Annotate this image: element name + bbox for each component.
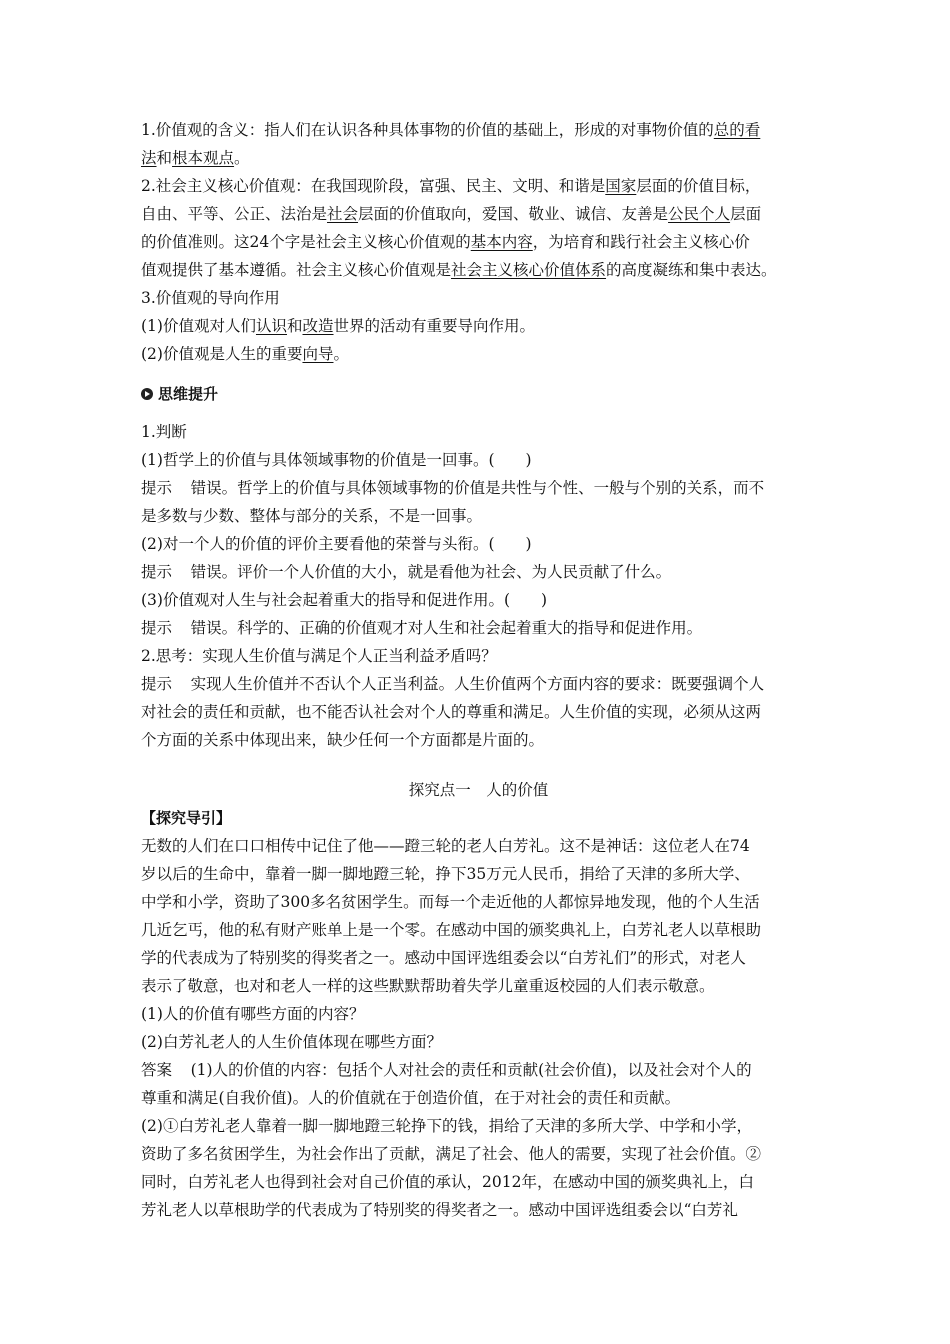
story-line: 几近乞丐，他的私有财产账单上是一个零。在感动中国的颁奖典礼上，白芳礼老人以草根助 [141,921,762,939]
question-2: (2)对一个人的价值的评价主要看他的荣誉与头衔。( ) [141,535,532,553]
answer-label: 答案 [141,1061,173,1079]
underlined-term: 根本观点 [172,149,235,167]
story-line: 岁以后的生命中，靠着一脚一脚地蹬三轮，挣下35万元人民币，捐给了天津的多所大学、 [141,865,750,883]
story-line: 表示了敬意，也对和老人一样的这些默默帮助着失学儿童重返校园的人们表示敬意。 [141,977,715,995]
answer-line: (2)①白芳礼老人靠着一脚一脚地蹬三轮挣下的钱，捐给了天津的多所大学、中学和小学， [141,1117,752,1135]
text-span: 错误。评价一个人价值的大小，就是看他为社会、为人民贡献了什么。 [190,563,672,581]
text-span: 层面的价值取向，爱国、敬业、诚信、友善是 [358,205,669,223]
hint-1-cont: 是多数与少数、整体与部分的关系，不是一回事。 [141,507,483,525]
answer-section [141,1056,816,1224]
text-line [141,144,816,172]
hint-1 [141,474,816,502]
text-span: 自由、平等、公正、法治是 [141,205,328,223]
text-span: 错误。科学的、正确的价值观才对人生和社会起着重大的指导和促进作用。 [190,619,703,637]
answer-line: 尊重和满足(自我价值)。人的价值就在于创造价值，在于对社会的责任和贡献。 [141,1089,681,1107]
text-span: 层面的价值目标， [636,177,761,195]
hint-label: 提示 [141,675,173,693]
guide-heading: 【探究导引】 [141,809,232,827]
thinking-heading [141,380,816,408]
underlined-term: 向导 [302,345,334,363]
judge-title: 1.判断 [141,423,187,441]
answer-line: 芳礼老人以草根助学的代表成为了特别奖的得奖者之一。感动中国评选组委会以“白芳礼 [141,1201,738,1219]
question-item: (1)人的价值有哪些方面的内容？ [141,1005,365,1023]
text-line [141,172,816,200]
text-line: 对社会的责任和贡献，也不能否认社会对个人的尊重和满足。人生价值的实现，必须从这两 [141,703,762,721]
answer-line: 同时，白芳礼老人也得到社会对自己价值的承认，2012年，在感动中国的颁奖典礼上，白 [141,1173,754,1191]
underlined-term: 社会主义核心价值体系 [451,261,607,279]
underlined-term: 基本内容 [470,233,533,251]
hint-2 [141,558,816,586]
text-span: (1)人的价值的内容：包括个人对社会的责任和贡献(社会价值)，以及社会对个人的 [190,1061,752,1079]
text-span: 世界的活动有重要导向作用。 [333,317,536,335]
text-span: 值观提供了基本遵循。社会主义核心价值观是 [141,261,452,279]
story-line: 无数的人们在口口相传中记住了他——蹬三轮的老人白芳礼。这不是神话：这位老人在74 [141,837,750,855]
question-item: (2)白芳礼老人的人生价值体现在哪些方面？ [141,1033,442,1051]
story-line: 学的代表成为了特别奖的得奖者之一。感动中国评选组委会以“白芳礼们”的形式，对老人 [141,949,746,967]
text-span: 。 [333,345,349,363]
text-span: 错误。哲学上的价值与具体领域事物的价值是共性与个性、一般与个别的关系，而不 [190,479,765,497]
answer-line [141,1056,816,1084]
text-line [141,116,816,144]
story-paragraph [141,832,816,1000]
question-3: (3)价值观对人生与社会起着重大的指导和促进作用。( ) [141,591,548,609]
underlined-term: 认识 [255,317,287,335]
underlined-term: 国家 [605,177,637,195]
text-span: (1)价值观对人们 [141,317,256,335]
judge-section [141,418,816,642]
think-title: 2.思考：实现人生价值与满足个人正当利益矛盾吗？ [141,647,497,665]
text-span: 2.社会主义核心价值观：在我国现阶段，富强、民主、文明、和谐是 [141,177,606,195]
text-span: 层面 [730,205,762,223]
underlined-term: 法 [141,149,157,167]
text-line [141,312,816,340]
section-title: 3.价值观的导向作用 [141,289,280,307]
think-section [141,642,816,754]
hint-label: 提示 [141,563,173,581]
text-line [141,200,816,228]
text-span: 的高度凝练和集中表达。 [606,261,777,279]
text-line [141,340,816,368]
section-title-explore: 探究点一 人的价值 [408,781,549,799]
section-guiding-role [141,284,816,368]
section-core-values [141,172,816,284]
text-span: 和 [156,149,173,167]
heading-label: 思维提升 [158,385,219,403]
text-span: 实现人生价值并不否认个人正当利益。人生价值两个方面内容的要求：既要强调个人 [190,675,765,693]
underlined-term: 改造 [302,317,334,335]
play-circle-icon [141,388,153,400]
text-line: 个方面的关系中体现出来，缺少任何一个方面都是片面的。 [141,731,545,749]
think-hint [141,670,816,698]
document-page [141,116,816,1224]
hint-label: 提示 [141,479,173,497]
text-span: 1.价值观的含义：指人们在认识各种具体事物的价值的基础上，形成的对事物价值的 [141,121,714,139]
answer-line: 资助了多名贫困学生，为社会作出了贡献，满足了社会、他人的需要，实现了社会价值。② [141,1145,762,1163]
text-line [141,228,816,256]
text-span: 和 [286,317,303,335]
question-1: (1)哲学上的价值与具体领域事物的价值是一回事。( ) [141,451,532,469]
text-span: ，为培育和践行社会主义核心价 [532,233,750,251]
section-value-meaning [141,116,816,172]
hint-label: 提示 [141,619,173,637]
text-span: 。 [234,149,250,167]
text-line [141,256,816,284]
text-span: (2)价值观是人生的重要 [141,345,303,363]
text-span: 的价值准则。这24个字是社会主义核心价值观的 [141,233,471,251]
underlined-term: 总的看 [713,121,761,139]
questions [141,1000,816,1056]
underlined-term: 社会 [327,205,359,223]
underlined-term: 公民个人 [668,205,731,223]
hint-3 [141,614,816,642]
story-line: 中学和小学，资助了300多名贫困学生。而每一个走近他的人都惊异地发现，他的个人生活 [141,893,760,911]
